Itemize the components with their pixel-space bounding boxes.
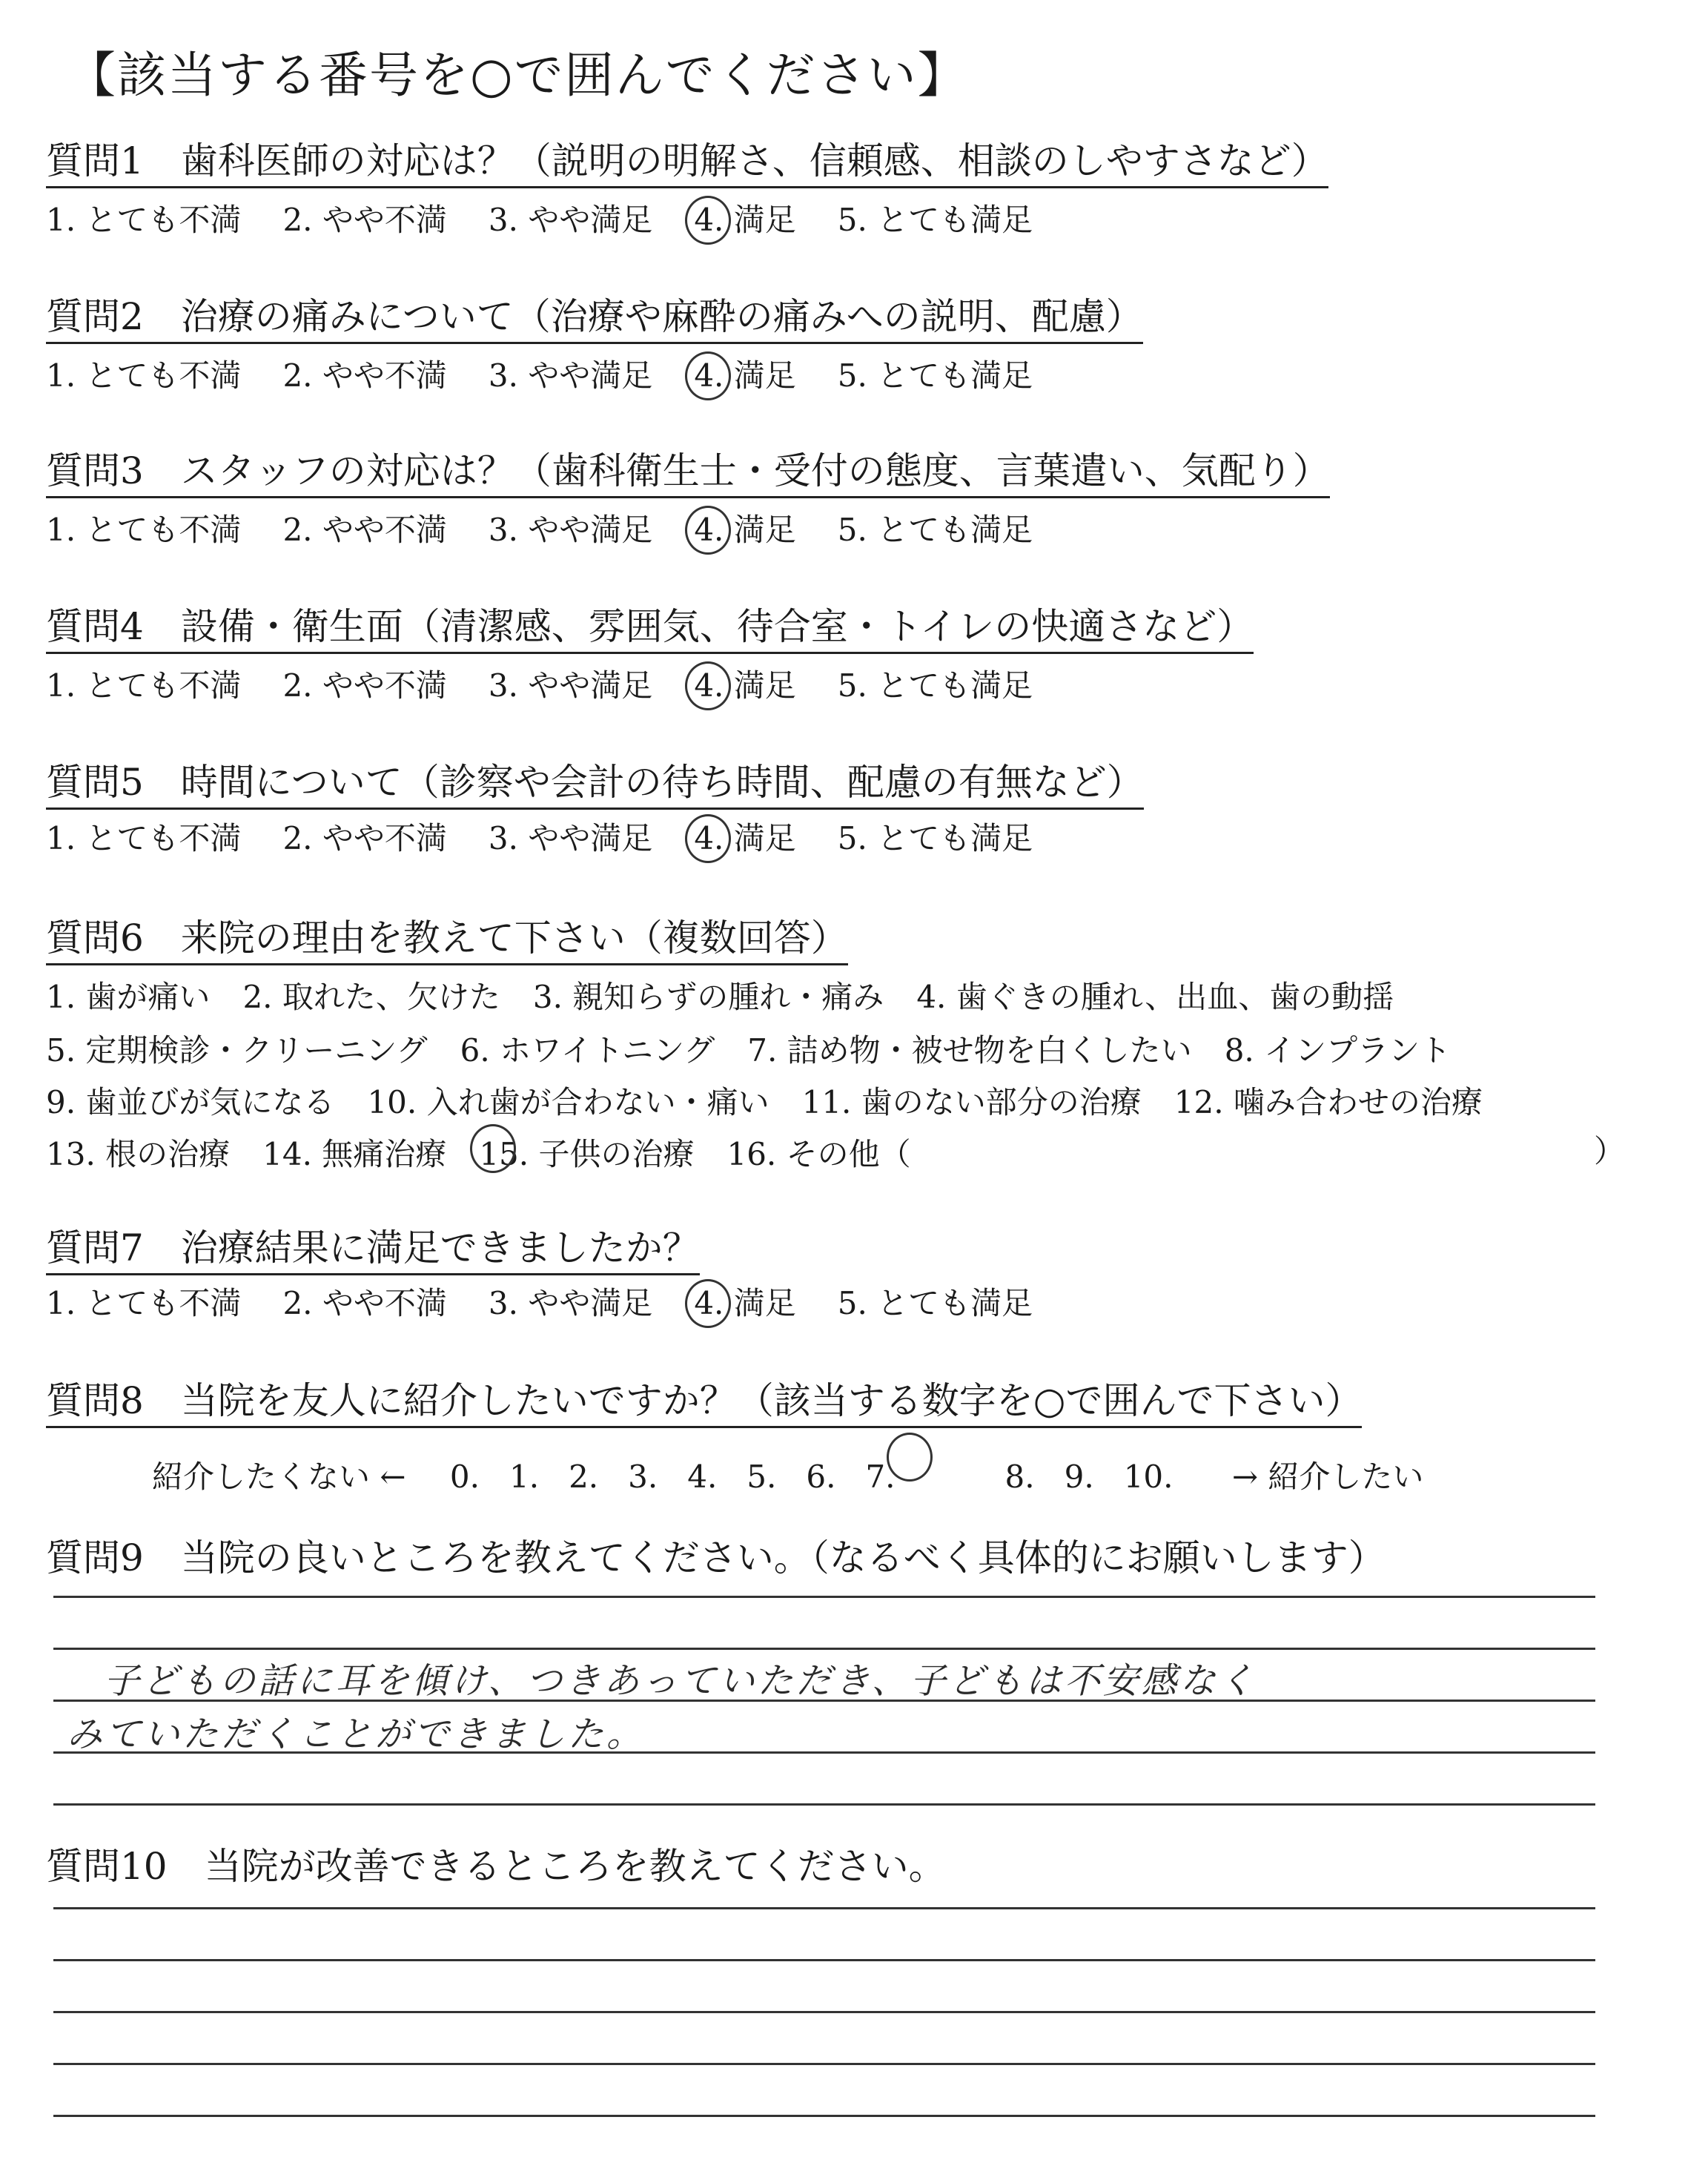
q5-options xyxy=(46,820,1074,857)
selection-circle xyxy=(685,814,731,863)
q8-numbers xyxy=(450,1439,1203,1495)
q8-score-3[interactable]: 3. xyxy=(628,1459,658,1495)
selection-circle xyxy=(685,351,731,400)
q10-line-4 xyxy=(53,2063,1595,2065)
q7-option-4[interactable]: 4. 満足 xyxy=(694,1285,795,1322)
q6-option-3[interactable]: 3. 親知らずの腫れ・痛み xyxy=(532,979,884,1015)
q8-score-10[interactable]: 10. xyxy=(1123,1459,1174,1495)
q6-line-1 xyxy=(46,973,1426,1017)
q10-line-1 xyxy=(53,1907,1595,1909)
q7-title: 質問7 治療結果に満足できましたか？ xyxy=(46,1228,700,1275)
q8-score-4[interactable]: 4. xyxy=(687,1459,718,1495)
q8-scale xyxy=(152,1439,1457,1497)
q9-line-1 xyxy=(53,1596,1595,1598)
q6-option-1[interactable]: 1. 歯が痛い xyxy=(46,979,211,1015)
q8-right-label: → 紹介したい xyxy=(1231,1459,1424,1495)
q8-score-2[interactable]: 2. xyxy=(569,1459,599,1495)
q9-line-4 xyxy=(53,1751,1595,1754)
q9-line-5 xyxy=(53,1803,1595,1806)
q7-option-2[interactable]: 2. やや不満 xyxy=(282,1285,447,1321)
q6-line-3 xyxy=(46,1078,1515,1123)
q8-title: 質問8 当院を友人に紹介したいですか？（該当する数字を○で囲んで下さい） xyxy=(46,1381,1362,1428)
q6-title: 質問6 来院の理由を教えて下さい（複数回答） xyxy=(46,918,848,965)
q6-line-4 xyxy=(46,1130,944,1175)
q9-answer-line-2: みていただくことができました。 xyxy=(67,1714,646,1755)
q5-option-5[interactable]: 5. とても満足 xyxy=(837,820,1033,856)
q8-score-9[interactable]: 9. xyxy=(1064,1459,1094,1495)
q8-score-1[interactable]: 1. xyxy=(509,1459,540,1495)
q2-option-4[interactable]: 4. 満足 xyxy=(694,357,795,394)
q9-answer-line-1: 子どもの話に耳を傾け、つきあっていただき、子どもは不安感なく xyxy=(104,1660,1257,1702)
selection-circle xyxy=(685,1279,731,1328)
selection-circle xyxy=(685,506,731,555)
q6-option-8[interactable]: 8. インプラント xyxy=(1224,1032,1452,1069)
q6-option-16[interactable]: 16. その他（ xyxy=(726,1136,911,1172)
q6-option-2[interactable]: 2. 取れた、欠けた xyxy=(242,979,500,1015)
q10-line-5 xyxy=(53,2115,1595,2117)
selection-circle xyxy=(470,1124,516,1173)
q5-title: 質問5 時間について（診察や会計の待ち時間、配慮の有無など） xyxy=(46,762,1144,810)
q6-option-11[interactable]: 11. 歯のない部分の治療 xyxy=(801,1084,1142,1120)
q3-option-2[interactable]: 2. やや不満 xyxy=(282,512,447,548)
q4-option-4[interactable]: 4. 満足 xyxy=(694,667,795,704)
q5-option-2[interactable]: 2. やや不満 xyxy=(282,820,447,856)
q4-option-5[interactable]: 5. とても満足 xyxy=(837,667,1033,704)
q3-options xyxy=(46,512,1074,549)
q1-option-3[interactable]: 3. やや満足 xyxy=(488,202,653,238)
q9-line-2 xyxy=(53,1648,1595,1650)
q8-score-8[interactable]: 8. xyxy=(1004,1459,1035,1495)
q7-option-3[interactable]: 3. やや満足 xyxy=(488,1285,653,1321)
q4-title: 質問4 設備・衛生面（清潔感、雰囲気、待合室・トイレの快適さなど） xyxy=(46,607,1254,654)
q9-line-3 xyxy=(53,1700,1595,1702)
q6-option-13[interactable]: 13. 根の治療 xyxy=(46,1136,231,1172)
q6-option-15[interactable]: 15. 子供の治療 xyxy=(479,1130,694,1175)
q8-score-0[interactable]: 0. xyxy=(449,1459,480,1495)
selection-circle xyxy=(887,1433,933,1482)
q6-option-12[interactable]: 12. 噛み合わせの治療 xyxy=(1174,1084,1483,1120)
q7-option-5[interactable]: 5. とても満足 xyxy=(837,1285,1033,1321)
q3-title: 質問3 スタッフの対応は？（歯科衛生士・受付の態度、言葉遣い、気配り） xyxy=(46,451,1330,498)
q2-option-1[interactable]: 1. とても不満 xyxy=(46,357,242,394)
q10-title: 質問10 当院が改善できるところを教えてください。 xyxy=(46,1845,946,1888)
q2-options xyxy=(46,357,1074,394)
page-header: 【該当する番号を○で囲んでください】 xyxy=(67,47,968,104)
q6-line-2 xyxy=(46,1026,1483,1071)
q2-option-2[interactable]: 2. やや不満 xyxy=(282,357,447,394)
q6-option-6[interactable]: 6. ホワイトニング xyxy=(460,1032,715,1069)
q1-option-5[interactable]: 5. とても満足 xyxy=(837,202,1033,238)
q1-option-2[interactable]: 2. やや不満 xyxy=(282,202,447,238)
q3-option-1[interactable]: 1. とても不満 xyxy=(46,512,242,548)
q10-line-2 xyxy=(53,1959,1595,1961)
q5-option-4[interactable]: 4. 満足 xyxy=(694,820,795,857)
q3-option-3[interactable]: 3. やや満足 xyxy=(488,512,653,548)
q10-line-3 xyxy=(53,2011,1595,2013)
q7-options xyxy=(46,1285,1074,1322)
q2-option-3[interactable]: 3. やや満足 xyxy=(488,357,653,394)
q8-left-label: 紹介したくない ← xyxy=(152,1459,406,1495)
q8-score-7[interactable]: 7. xyxy=(865,1439,975,1495)
q5-option-3[interactable]: 3. やや満足 xyxy=(488,820,653,856)
q6-option-5[interactable]: 5. 定期検診・クリーニング xyxy=(46,1032,428,1069)
q6-other-close: ） xyxy=(1594,1133,1626,1169)
q8-score-5[interactable]: 5. xyxy=(747,1459,777,1495)
q6-option-14[interactable]: 14. 無痛治療 xyxy=(262,1136,447,1172)
q3-option-5[interactable]: 5. とても満足 xyxy=(837,512,1033,548)
q6-option-4[interactable]: 4. 歯ぐきの腫れ、出血、歯の動揺 xyxy=(916,979,1394,1015)
selection-circle xyxy=(685,661,731,710)
q7-option-1[interactable]: 1. とても不満 xyxy=(46,1285,242,1321)
q6-option-9[interactable]: 9. 歯並びが気になる xyxy=(46,1084,335,1120)
q3-option-4[interactable]: 4. 満足 xyxy=(694,512,795,549)
q4-option-3[interactable]: 3. やや満足 xyxy=(488,667,653,704)
q1-title: 質問1 歯科医師の対応は？（説明の明解さ、信頼感、相談のしやすさなど） xyxy=(46,141,1328,188)
q9-title: 質問9 当院の良いところを教えてください。（なるべく具体的にお願いします） xyxy=(46,1536,1386,1579)
q5-option-1[interactable]: 1. とても不満 xyxy=(46,820,242,856)
q8-score-6[interactable]: 6. xyxy=(806,1459,836,1495)
q2-title: 質問2 治療の痛みについて（治療や麻酔の痛みへの説明、配慮） xyxy=(46,297,1143,344)
q6-option-10[interactable]: 10. 入れ歯が合わない・痛い xyxy=(367,1084,769,1120)
q4-option-2[interactable]: 2. やや不満 xyxy=(282,667,447,704)
q2-option-5[interactable]: 5. とても満足 xyxy=(837,357,1033,394)
q1-options xyxy=(46,202,1074,239)
q1-option-1[interactable]: 1. とても不満 xyxy=(46,202,242,238)
q4-options xyxy=(46,667,1074,704)
q1-option-4[interactable]: 4. 満足 xyxy=(694,202,795,239)
selection-circle xyxy=(685,196,731,245)
q4-option-1[interactable]: 1. とても不満 xyxy=(46,667,242,704)
q6-option-7[interactable]: 7. 詰め物・被せ物を白くしたい xyxy=(747,1032,1192,1069)
